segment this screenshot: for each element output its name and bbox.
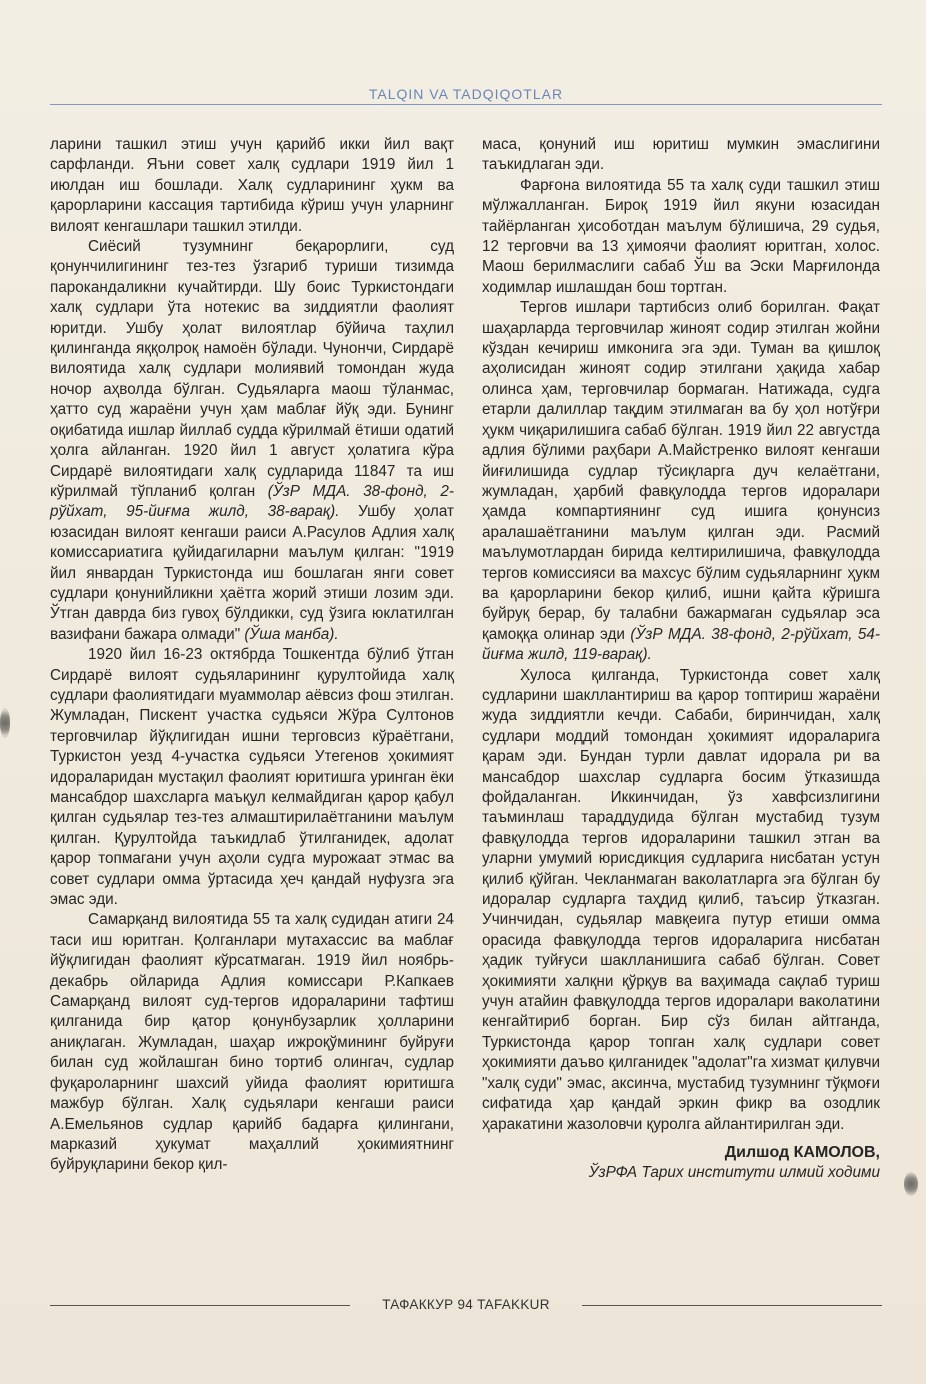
paragraph: Хулоса қилганда, Туркистонда совет халқ судларини шакллантириш ва қарор топтириш жараёни жуда зиддиятли кечди. Сабаби, биринчидан, халқ судлари моддий томондан ҳокимият идораларига қарам эди. Бундан турли давлат идорала ри ва мансабдор шахслар судларга босим ўтказишда фойдаланган. Иккинчидан, ўз хавфсизлигини таъминлаш тараддудида бўлган мустабид тузум фавқулодда тергов идораларини ташкил этган ва уларни умумий юрисдикция судларига нисбатан устун қилиб қўйган. Чекланмаган ваколатларга эга бўлган бу идоралар судларга таҳдид қилиб, таъсир ўтказган. Учинчидан, судьялар мавқеига путур етиши омма орасида фавқулодда тергов идораларига нисбатан ҳадик туйғуси шаклланишига сабаб бўлган. Совет ҳокимияти халқни қўрқув ва ваҳимада сақлаб туриш учун атайин фавқулодда тергов идоралари ваколатини кенгайтириб борган. Бир сўз билан айтганда, Туркистонда қарор топган халқ судлари совет ҳокимияти даъво қилганидек "адолат"га хизмат қилувчи "халқ суди" эмас, аксинча, мустабид тузумнинг тўқмоғи сифатида ҳар қандай эркин фикр ва озодлик ҳаракатини жазоловчи қуролга айлантирилган эди. [482,666,880,1133]
right-column [482,135,880,1184]
punch-hole-mark [0,708,10,738]
author-signature [482,1143,880,1184]
author-affiliation: ЎзРФА Тарих институти илмий ходими [588,1164,880,1182]
punch-hole-mark [904,1172,918,1196]
left-column [50,135,454,1176]
paragraph: маса, қонуний иш юритиш мумкин эмаслигини таъкидлаган эди. [482,136,880,174]
paragraph: Самарқанд вилоятида 55 та халқ судидан атиги 24 таси иш юритган. Қолганлари мутахассис ва маблағ йўқлигидан фаолият кўрсатмаган. 1919 йил ноябрь-декабрь ойларида Адлия комиссари Р.Капкаев Самарқанд вилоят суд-тергов идораларини тафтиш қилганида бир қатор қонунбузарлик ҳолларини аниқлаган. Жумладан, шаҳар ижроқўмининг буйруғи билан суд жойлашган бино тортиб олингач, судлар фуқароларнинг шахсий уйида фаолият юритишга мажбур бўлган. Халқ судьялари кенгаши раиси А.Емельянов судлар қарийб бадарға қилингани, марказий ҳукумат маҳаллий ҳокимиятнинг буйруқларини бекор қил- [50,911,454,1174]
paragraph: Тергов ишлари тартибсиз олиб борилган. Фақат шаҳарларда терговчилар жиноят содир этилган жойни кўздан кечириш имконига эга эди. Туман ва қишлоқ аҳолисидан жиноят содир этилгани ҳақида хабар олинса ҳам, терговчилар бормаган. Натижада, судга етарли далиллар тақдим этилмаган ва бу ҳол нотўғри ҳукм чиқарилишига сабаб бўлган. 1919 йил 22 августда адлия бўлими раҳбари А.Майстренко вилоят кенгаши йиғилишида судлар тўсиқларга дуч келаётгани, жумладан, ҳарбий фавқулодда тергов идоралари ҳамда компартиянинг суд ишига қонунсиз аралашаётганини маълум қилган эди. Расмий маълумотлардан бирида келтирилишича, фавқулодда тергов комиссияси ва махсус бўлим судьяларнинг ҳукм ва қарорларини бекор қилиб, ишни қайта кўришга буйруқ берар, бу талабни бажармаган судьялар эса қамоққа олинар эди (ЎзР МДА. 38-фонд, 2-рўйхат, 54-йиғма жилд, 119-варақ). [482,299,880,664]
footer-rule-right [582,1305,882,1306]
paragraph: Фарғона вилоятида 55 та халқ суди ташкил этиш мўлжалланган. Бироқ 1919 йил якуни юзасидан тайёрланган ҳисоботдан маълум бўлишича, 29 судья, 12 терговчи ва 13 ҳимоячи фаолият юритган, холос. Маош берилмаслиги сабаб Ўш ва Эски Марғилонда ходимлар ишлашдан бош тортган. [482,176,880,296]
running-header [50,86,882,108]
paragraph: Сиёсий тузумнинг беқарорлиги, суд қонунчилигининг тез-тез ўзгариб туриши тизимда парокандаликни кучайтирди. Шу боис Туркистондаги халқ судлари ўта нотекис ва зиддиятли фаолият юритди. Ушбу ҳолат вилоятлар бўйича таҳлил қилинганда яққолроқ намоён бўлади. Чунончи, Сирдарё вилоятида халқ судлари молиявий томондан жуда ночор аҳволда бўлган. Судьяларга маош тўланмас, ҳатто суд жараёни учун ҳам маблағ йўқ эди. Бунинг оқибатида ишлар йиллаб судда кўрилмай ётиши одатий ҳолга айланган. 1920 йил 1 август ҳолатига кўра Сирдарё вилоятидаги халқ судларида 11847 та иш кўрилмай тўпланиб қолган (ЎзР МДА. 38-фонд, 2-рўйхат, 95-йиғма жилд, 38-варақ). Ушбу ҳолат юзасидан вилоят кенгаши раиси А.Расулов Адлия халқ комиссариатига қуйидагиларни маълум қилган: "1919 йил январдан Туркистонда иш бошлаган янги совет судлари қонунийликни ҳаётга жорий этиши лозим эди. Ўтган даврда биз гувоҳ бўлдикки, суд ўзига юклатилган вазифани бажара олмади" (Ўша манба). [50,238,454,643]
paragraph: 1920 йил 16-23 октябрда Тошкентда бўлиб ўтган Сирдарё вилоят судьяларининг қурултойида халқ судлари фаолиятидаги муаммолар аёвсиз фош этилган. Жумладан, Пискент участка судьяси Жўра Султонов терговчилар йўқлигидан ишни терговсиз кўраётгани, Туркистон уезд 4-участка судьяси Утегенов ҳокимият идораларидан мустақил фаолият юритишга уринган ёки мансабдор шахсларга маъқул келмайдиган қарор қабул қилган судьялар тез-тез алмаштирилаётганини маълум қилган. Қурултойда таъкидлаб ўтилганидек, адолат қарор топмагани учун аҳоли судга мурожаат этмас ва совет судлари омма ўртасида ҳеч қандай нуфузга эга эмас эди. [50,646,454,909]
page-footer [50,1296,882,1316]
author-name: Дилшод КАМОЛОВ, [724,1143,880,1161]
header-rule [50,104,882,105]
paragraph: ларини ташкил этиш учун қарийб икки йил вақт сарфланди. Яъни совет халқ судлари 1919 йил 1 июлдан иш бошлади. Халқ судларининг ҳукм ва қарорларини кассация тартибида кўриш учун уларнинг вилоят кенгашлари ташкил этилди. [50,136,454,235]
running-header-title: TALQIN VA TADQIQOTLAR [368,86,564,102]
footer-page-label: ТАФАККУР 94 TAFAKKUR [382,1297,550,1312]
